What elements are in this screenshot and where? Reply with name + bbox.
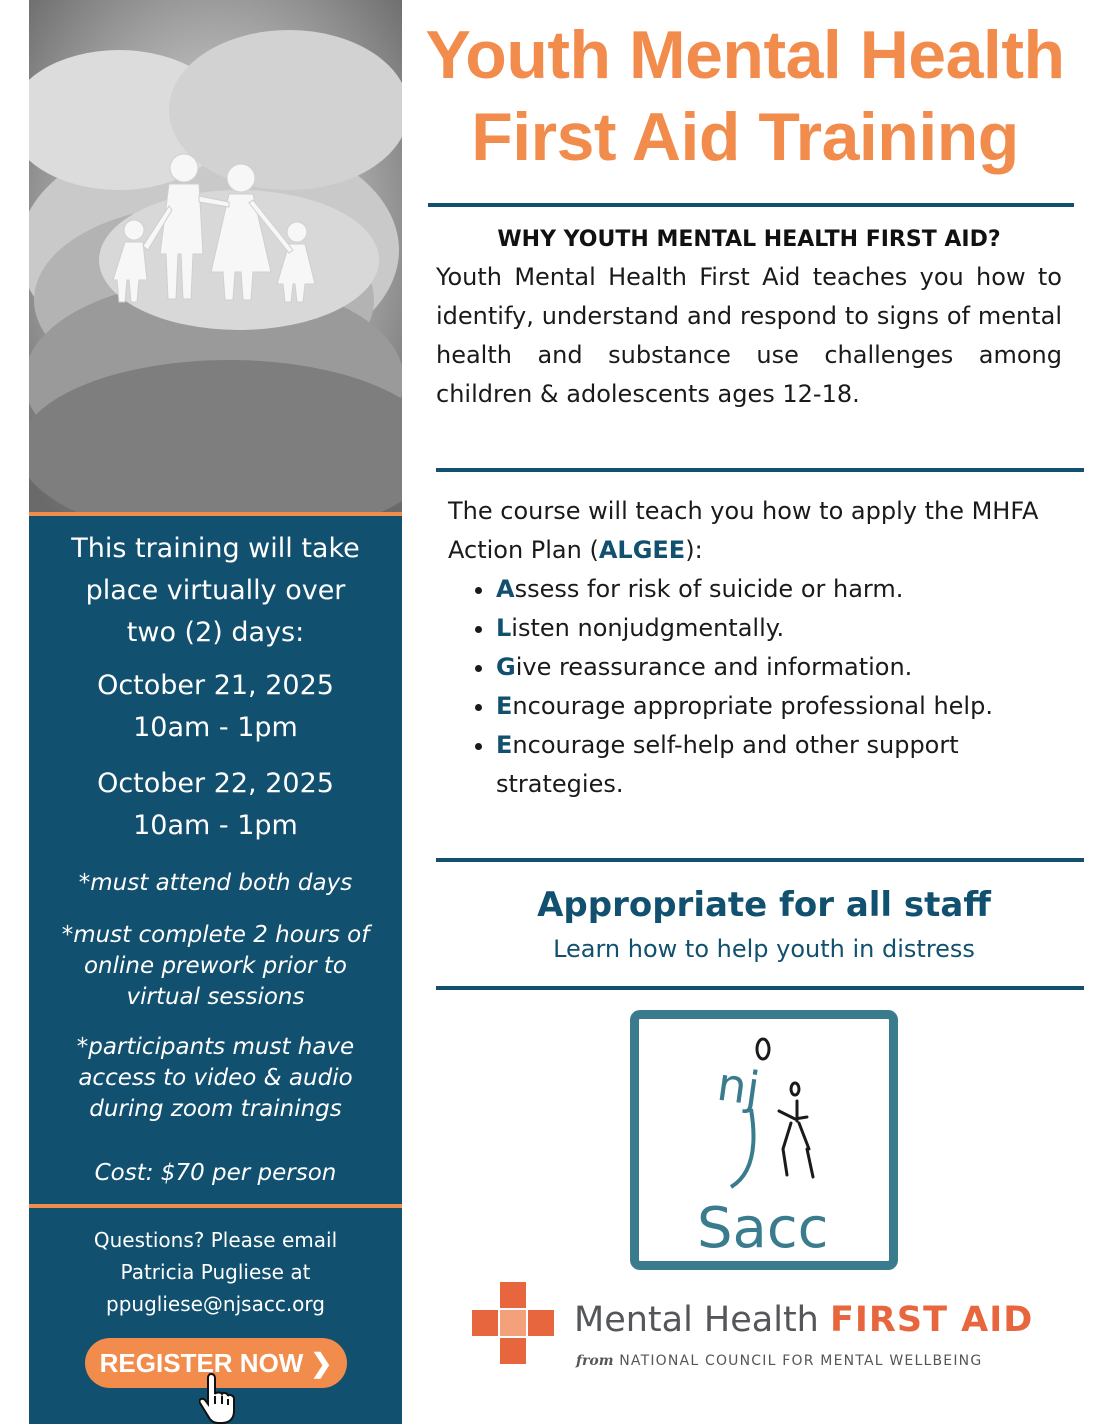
algee-letter: L [496,614,512,642]
algee-letter: E [496,731,513,759]
algee-acronym: ALGEE [598,536,686,564]
note-line: online prework prior to [83,953,348,979]
course-intro-text: The course will teach you how to apply the MHFA Action Plan ( [448,497,1039,564]
note-attend-both [29,868,402,899]
audience-heading: Appropriate for all staff [537,885,991,925]
sidebar-intro-line: This training will take [71,533,360,564]
course-divider [436,858,1084,862]
note-line: *must complete 2 hours of [61,922,370,948]
audience-divider [436,986,1084,990]
pointer-hand-icon [199,1372,235,1424]
note-line: during zoom trainings [89,1096,342,1122]
note-line: access to video & audio [78,1065,353,1091]
note-line: *participants must have [76,1034,355,1060]
njsacc-nj-text: nj [713,1056,763,1116]
contact-email[interactable]: ppugliese@njsacc.org [106,1292,325,1316]
session-1 [29,665,402,749]
mhfa-org-name: NATIONAL COUNCIL FOR MENTAL WELLBEING [619,1353,983,1369]
session-date: October 21, 2025 [97,670,334,701]
contact-line: Patricia Pugliese at [120,1260,311,1284]
list-item [496,609,1068,648]
algee-list [448,570,1068,804]
why-heading: WHY YOUTH MENTAL HEALTH FIRST AID? [497,227,1001,252]
note-line: virtual sessions [126,984,305,1010]
mhfa-first-aid: FIRST AID [830,1300,1034,1340]
note-line: *must attend both days [78,870,353,896]
mhfa-cross-icon [472,1282,556,1366]
algee-letter: G [496,653,516,681]
list-item [496,687,1068,726]
course-intro-end: ): [685,536,703,564]
page-title-line: First Aid Training [471,99,1019,175]
mhfa-tagline [576,1350,982,1372]
audience-subheading: Learn how to help youth in distress [553,935,975,963]
list-item [496,570,1068,609]
course-intro [448,492,1068,570]
sidebar-intro-line: two (2) days: [126,617,305,648]
why-divider [436,468,1084,472]
algee-text: ive reassurance and information. [515,653,913,681]
register-now-button[interactable]: REGISTER NOW ❯ [85,1338,347,1388]
session-date: October 22, 2025 [97,768,334,799]
contact-line: Questions? Please email [93,1228,338,1252]
mhfa-name: Mental Health [574,1300,830,1340]
page-title-line: Youth Mental Health [425,17,1065,93]
list-item [496,648,1068,687]
note-prework [29,920,402,1013]
title-divider [428,203,1074,207]
note-video-audio [29,1032,402,1125]
mhfa-wordmark [574,1296,1033,1344]
sidebar-intro [29,528,402,654]
mhfa-from-word: from [576,1353,614,1369]
session-time: 10am - 1pm [133,712,298,743]
session-time: 10am - 1pm [133,810,298,841]
algee-text: isten nonjudgmentally. [511,614,785,642]
algee-letter: E [496,692,513,720]
algee-text: ncourage self-help and other support strategies. [496,731,959,798]
njsacc-logo [630,1010,898,1270]
course-section [448,492,1068,804]
contact-info [29,1224,402,1320]
algee-letter: A [496,575,515,603]
sidebar-divider-bottom [29,1204,402,1208]
sidebar-intro-line: place virtually over [85,575,346,606]
list-item [496,726,1068,804]
page-title [410,14,1080,178]
algee-text: ssess for risk of suicide or harm. [514,575,904,603]
why-body-text: Youth Mental Health First Aid teaches you how to identify, understand and respond to signs of mental health and substance use challenges among children & adolescents ages 12-18. [436,263,1062,408]
left-sidebar [29,0,402,1424]
session-2 [29,763,402,847]
sidebar-divider-top [29,512,402,516]
njsacc-sacc-text: Sacc [697,1196,829,1261]
family-in-hands-photo [29,0,402,512]
cost-text: Cost: $70 per person [94,1160,337,1186]
algee-text: ncourage appropriate professional help. [512,692,993,720]
